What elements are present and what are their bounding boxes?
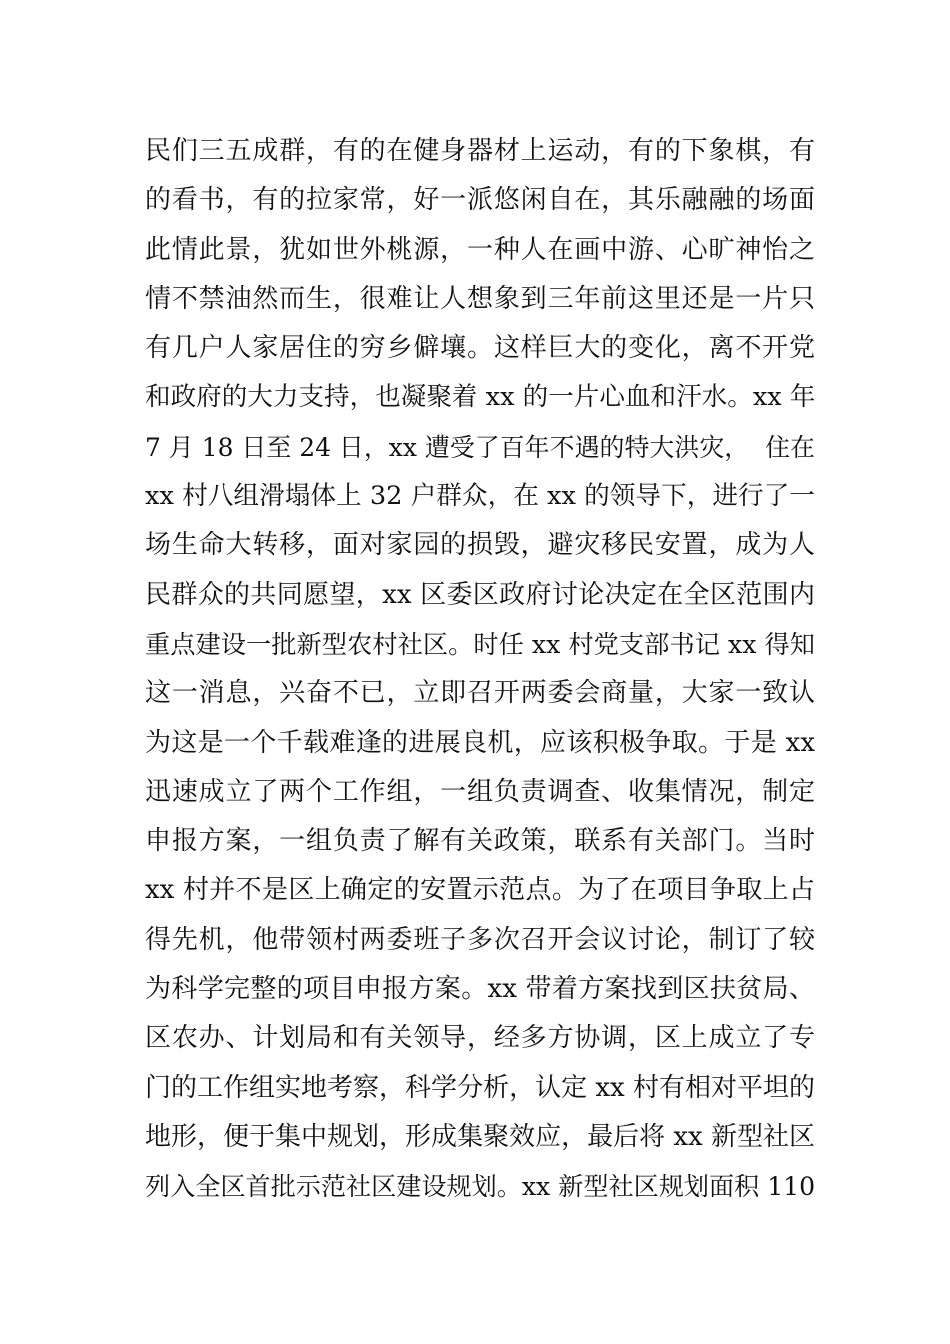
text-line: 地形，便于集中规划，形成集聚效应，最后将 xx 新型社区 bbox=[145, 1121, 815, 1152]
text-line: 这一消息，兴奋不已，立即召开两委会商量，大家一致认 bbox=[145, 678, 815, 709]
text-line: 场生命大转移，面对家园的损毁，避灾移民安置，成为人 bbox=[145, 530, 815, 561]
text-line: 列入全区首批示范社区建设规划。xx 新型社区规划面积 110 bbox=[145, 1172, 816, 1202]
text-line: 门的工作组实地考察，科学分析，认定 xx 村有相对平坦的 bbox=[145, 1072, 815, 1103]
text-line: 此情此景，犹如世外桃源，一种人在画中游、心旷神怡之 bbox=[145, 234, 815, 265]
body-text bbox=[145, 127, 815, 1212]
text-line: 得先机，他带领村两委班子多次召开会议讨论，制订了较 bbox=[145, 924, 815, 955]
text-line: 有几户人家居住的穷乡僻壤。这样巨大的变化，离不开党 bbox=[145, 333, 815, 364]
text-line: 和政府的大力支持，也凝聚着 xx 的一片心血和汗水。xx 年 bbox=[145, 382, 816, 413]
text-line: 民们三五成群，有的在健身器材上运动，有的下象棋，有 bbox=[145, 136, 815, 166]
text-line: 为科学完整的项目申报方案。xx 带着方案找到区扶贫局、 bbox=[145, 974, 815, 1005]
text-line: 迅速成立了两个工作组，一组负责调查、收集情况，制定 bbox=[145, 776, 815, 807]
text-line: xx 村并不是区上确定的安置示范点。为了在项目争取上占 bbox=[145, 875, 815, 906]
text-line: 重点建设一批新型农村社区。时任 xx 村党支部书记 xx 得知 bbox=[145, 629, 815, 659]
text-line: 区农办、计划局和有关领导，经多方协调，区上成立了专 bbox=[145, 1023, 815, 1054]
text-line: 情不禁油然而生，很难让人想象到三年前这里还是一片只 bbox=[145, 283, 815, 314]
text-line: xx 村八组滑塌体上 32 户群众，在 xx 的领导下，进行了一 bbox=[145, 481, 815, 512]
text-line: 的看书，有的拉家常，好一派悠闲自在，其乐融融的场面 bbox=[145, 185, 815, 216]
text-line: 7 月 18 日至 24 日，xx 遭受了百年不遇的特大洪灾， 住在 bbox=[145, 432, 815, 462]
text-line: 申报方案，一组负责了解有关政策，联系有关部门。当时 bbox=[145, 826, 815, 857]
text-line: 为这是一个千载难逢的进展良机，应该积极争取。于是 xx bbox=[145, 727, 815, 758]
text-line: 民群众的共同愿望，xx 区委区政府讨论决定在全区范围内 bbox=[145, 579, 815, 610]
